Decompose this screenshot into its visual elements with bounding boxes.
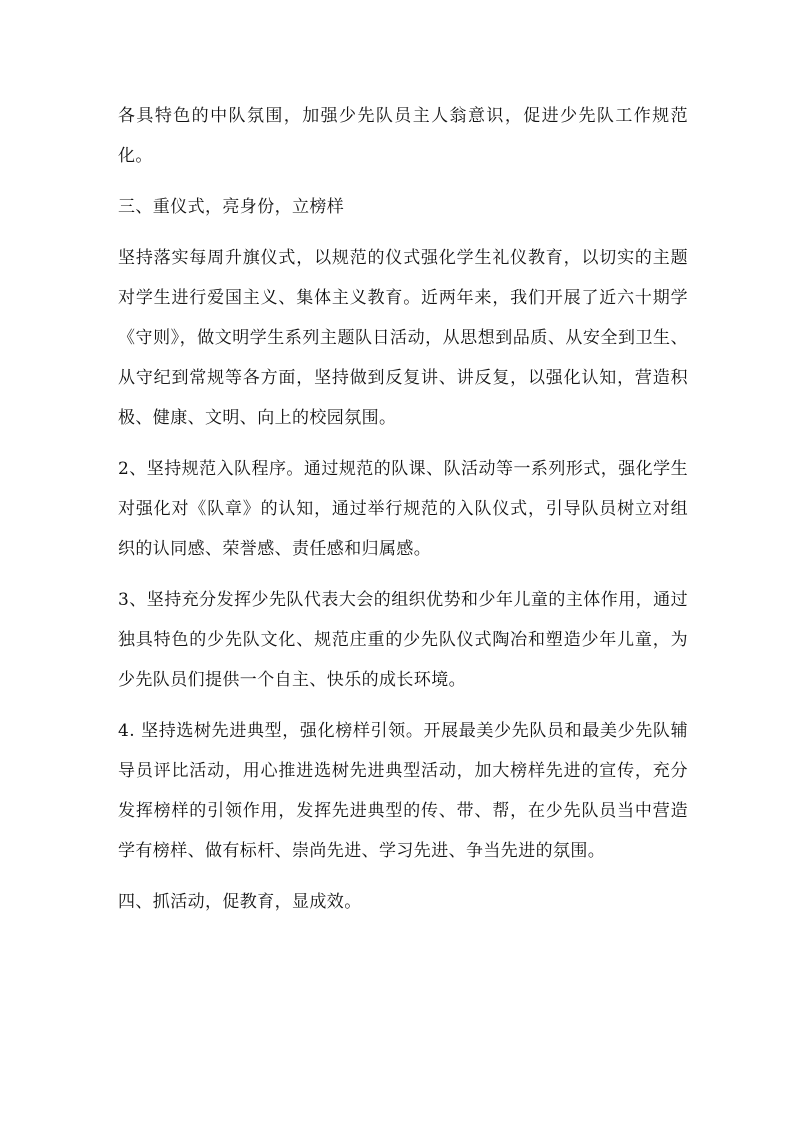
paragraph-item-2: 2、坚持规范入队程序。通过规范的队课、队活动等一系列形式，强化学生对强化对《队章》的认知，通过举行规范的入队仪式，引导队员树立对组织的认同感、荣誉感、责任感和归属感。 — [118, 459, 688, 559]
section-heading-three: 三、重仪式，亮身份，立榜样 — [118, 197, 345, 217]
paragraph-continuation: 各具特色的中队氛围，加强少先队员主人翁意识，促进少先队工作规范化。 — [118, 106, 688, 166]
paragraph-item-3: 3、坚持充分发挥少先队代表大会的组织优势和少年儿童的主体作用，通过独具特色的少先队文化、规范庄重的少先队仪式陶冶和塑造少年儿童，为少先队员们提供一个自主、快乐的成长环境。 — [118, 590, 688, 690]
paragraph-flag-ceremony: 坚持落实每周升旗仪式，以规范的仪式强化学生礼仪教育，以切实的主题对学生进行爱国主义、集体主义教育。近两年来，我们开展了近六十期学《守则》，做文明学生系列主题队日活动，从思想到品质、从安全到卫生、从守纪到常规等各方面，坚持做到反复讲、讲反复，以强化认知，营造积极、健康、文明、向上的校园氛围。 — [118, 248, 688, 428]
paragraph-item-4: 4. 坚持选树先进典型，强化榜样引领。开展最美少先队员和最美少先队辅导员评比活动，用心推进选树先进典型活动，加大榜样先进的宣传，充分发挥榜样的引领作用，发挥先进典型的传、带、帮，在少先队员当中营造学有榜样、做有标杆、崇尚先进、学习先进、争当先进的氛围。 — [118, 721, 688, 861]
section-heading-four: 四、抓活动，促教育，显成效。 — [118, 892, 362, 912]
document-body — [118, 96, 688, 933]
